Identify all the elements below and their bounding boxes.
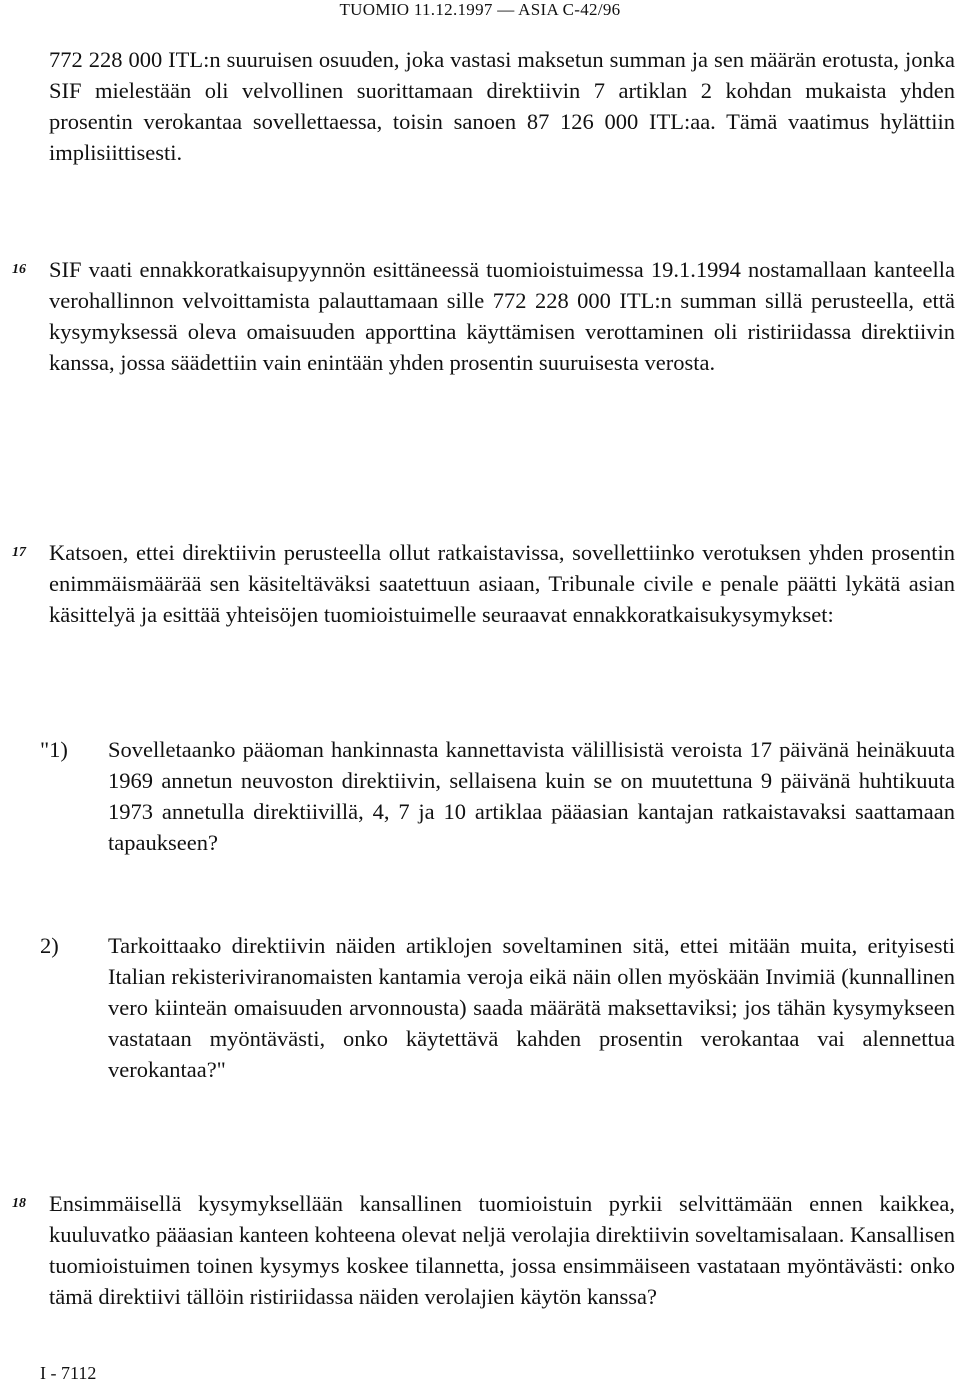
paragraph-18: Ensimmäisellä kysymyksellään kansallinen tuomioistuin pyrkii selvittämään ennen kaikkea, kuuluvatko pääasian kanteen kohteena olevat neljä verolajia direktiivin soveltamisalaan. Kansallisen tuomioistuimen toinen kysymys koskee tilannetta, jossa ensimmäiseen vastataan myöntävästi: onko tämä direktiivi tällöin ristiriidassa näiden verolajien käytön kanssa? [49,1191,955,1309]
question-2-text: Tarkoittaako direktiivin näiden artiklojen soveltaminen sitä, ettei mitään muita, erityisesti Italian rekisteriviranomaisten kantamia veroja eikä näin ollen myöskään Invimiä (kunnallinen vero kiinteän omaisuuden arvonnousta) saada määrätä maksettaviksi; jos tähän kysymykseen vastataan myöntävästi, onko käytettävä kahden prosentin verokantaa vai alennettua verokantaa?" [108,933,955,1082]
paragraph-number-18: 18 [12,1196,26,1211]
page-number: I - 7112 [40,1363,97,1383]
question-1 [40,734,955,858]
paragraph-16: SIF vaati ennakkoratkaisupyynnön esittäneessä tuomioistuimessa 19.1.1994 nostamallaan kanteella verohallinnon velvoittamista palauttamaan sille 772 228 000 ITL:n summan sillä perusteella, että kysymyksessä oleva omaisuuden apporttina käyttämisen verottaminen oli ristiriidassa direktiivin kanssa, jossa säädettiin vain enintään yhden prosentin suuruisesta verosta. [49,257,955,375]
paragraph-number-16: 16 [12,262,26,277]
intro-paragraph: 772 228 000 ITL:n suuruisen osuuden, joka vastasi maksetun summan ja sen määrän erotusta, jonka SIF mielestään oli velvollinen suorittamaan direktiivin 7 artiklan 2 kohdan mukaista yhden prosentin verokantaa sovellettaessa, toisin sanoen 87 126 000 ITL:aa. Tämä vaatimus hylättiin implisiittisesti. [49,47,955,165]
paragraph-number-17: 17 [12,545,26,560]
paragraph-17: Katsoen, ettei direktiivin perusteella ollut ratkaistavissa, sovellettiinko verotuksen yhden prosentin enimmäismäärää sen käsiteltäväksi saatettuun asiaan, Tribunale civile e penale päätti lykätä asian käsittelyä ja esittää yhteisöjen tuomioistuimelle seuraavat ennakkoratkaisukysymykset: [49,540,955,627]
running-header: TUOMIO 11.12.1997 — ASIA C-42/96 [339,0,621,19]
question-2 [40,930,955,1085]
question-1-text: Sovelletaanko pääoman hankinnasta kannettavista välillisistä veroista 17 päivänä heinäkuuta 1969 annetun neuvoston direktiivin, sellaisena kuin se on muutettuna 9 päivänä huhtikuuta 1973 annetulla direktiivillä, 4, 7 ja 10 artiklaa pääasian kantajan ratkaistavaksi saattamaan tapaukseen? [108,737,955,855]
question-1-label: "1) [40,737,68,762]
question-2-label: 2) [40,933,59,958]
